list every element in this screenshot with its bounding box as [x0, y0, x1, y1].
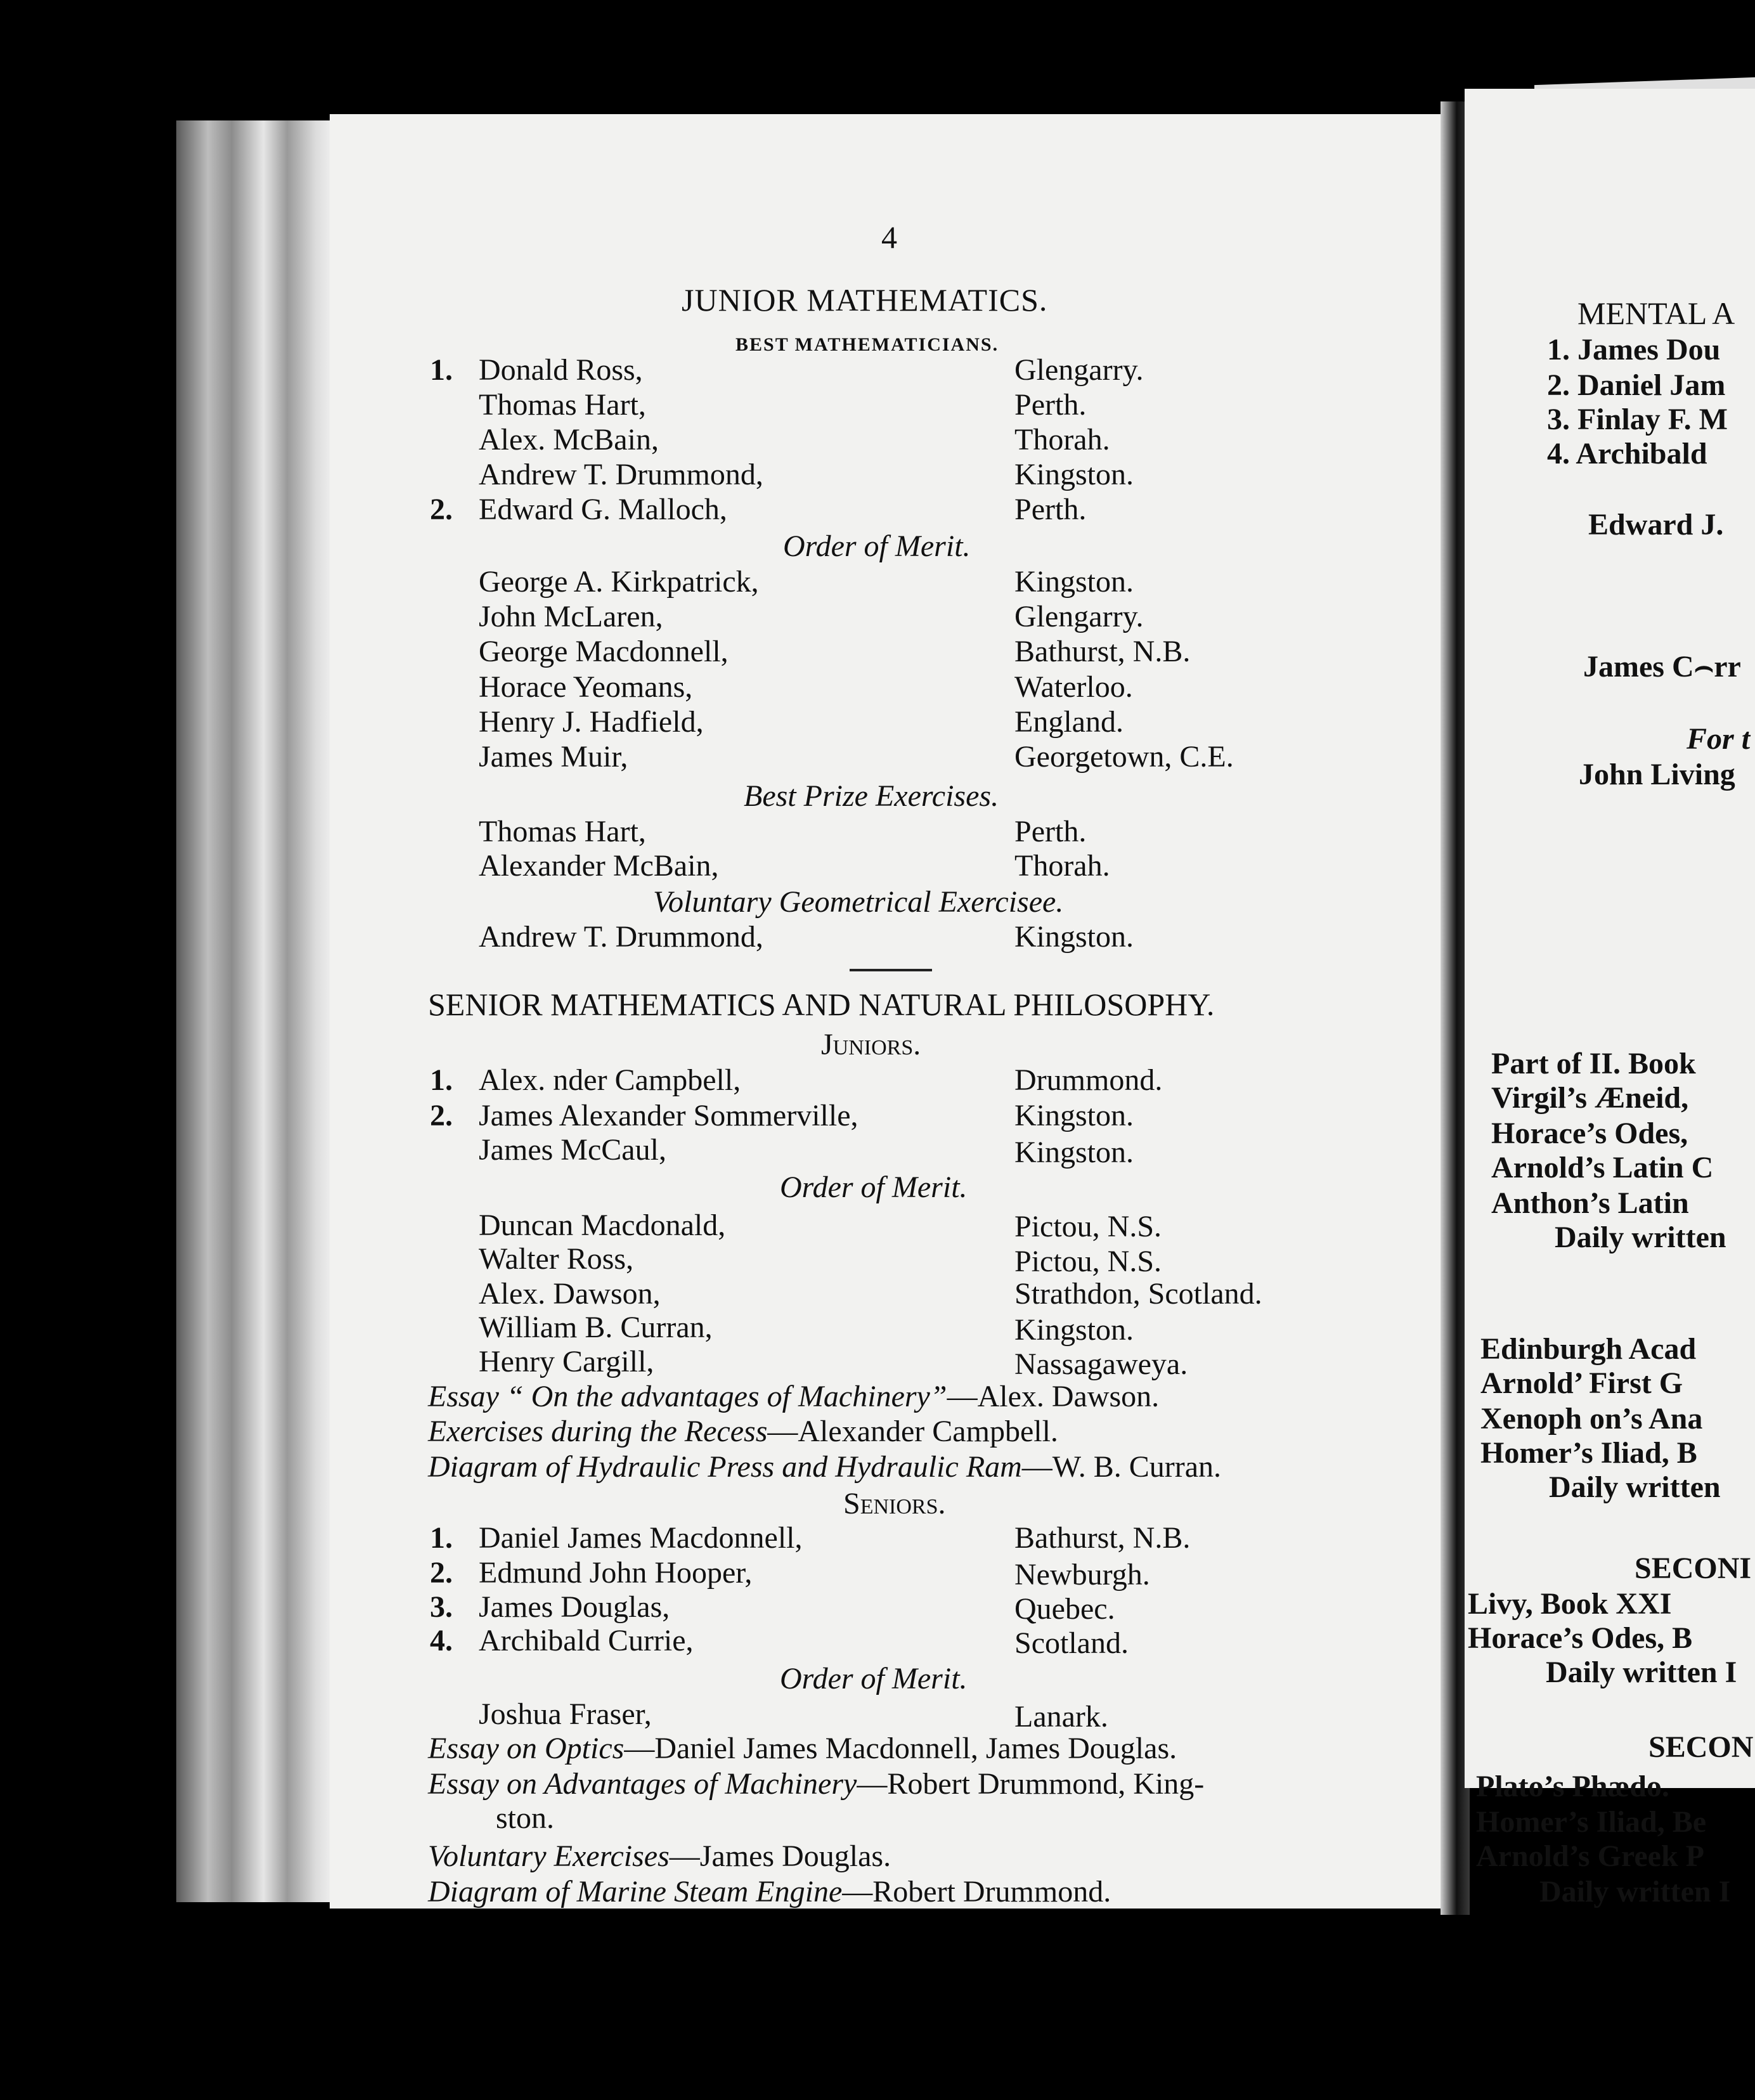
student-place: Bathurst, N.B. — [1014, 635, 1191, 668]
right-heading-mental: MENTAL A — [1577, 295, 1735, 331]
right-text-line: Arnold’s Latin C — [1491, 1151, 1714, 1184]
student-place: Pictou, N.S. — [1014, 1245, 1162, 1278]
student-name: Alex. Dawson, — [479, 1277, 661, 1311]
student-name: Joshua Fraser, — [479, 1697, 652, 1731]
right-text-line: Homer’s Iliad, B — [1480, 1436, 1697, 1470]
right-text-line: SECON — [1648, 1730, 1754, 1764]
student-place: Strathdon, Scotland. — [1014, 1277, 1262, 1311]
order-of-merit-heading: Order of Merit. — [780, 1170, 968, 1204]
right-text-line: Horace’s Odes, — [1491, 1117, 1688, 1150]
right-text-line: Part of II. Book — [1491, 1047, 1696, 1080]
essay-entry: Exercises during the Recess—Alexander Campbell. — [428, 1415, 1058, 1448]
student-name: Daniel James Macdonnell, — [479, 1521, 803, 1555]
right-text-line: Xenoph on’s Ana — [1480, 1402, 1703, 1436]
rank-number: 1. — [430, 1063, 453, 1097]
order-of-merit-heading: Order of Merit. — [783, 529, 971, 563]
student-place: Thorah. — [1014, 849, 1110, 883]
right-text-line: 3. Finlay F. M — [1547, 403, 1728, 436]
rank-number: 3. — [430, 1590, 453, 1624]
rank-number: 1. — [430, 1521, 453, 1555]
student-name: James Muir, — [479, 740, 628, 774]
student-place: Kingston. — [1014, 1313, 1134, 1347]
student-name: Edward G. Malloch, — [479, 493, 727, 526]
right-text-line: Arnold’s Greek P — [1476, 1839, 1704, 1873]
rank-number: 4. — [430, 1624, 453, 1657]
right-text-line: 1. James Dou — [1547, 333, 1721, 366]
essay-entry: Essay “ On the advantages of Machinery”—Alex. Dawson. — [428, 1380, 1160, 1413]
right-text-line: Anthon’s Latin — [1491, 1186, 1689, 1220]
student-place: Drummond. — [1014, 1063, 1163, 1097]
right-text-line: John Living — [1579, 758, 1735, 791]
junior-mathematics-title: JUNIOR MATHEMATICS. — [682, 282, 1048, 318]
rank-number: 2. — [430, 1556, 453, 1590]
student-name: Horace Yeomans, — [479, 670, 693, 704]
right-text-line: 4. Archibald — [1547, 437, 1707, 470]
student-name: George Macdonnell, — [479, 635, 729, 668]
student-name: Thomas Hart, — [479, 815, 646, 848]
right-text-line: Daily written — [1549, 1470, 1721, 1504]
student-place: Kingston. — [1014, 1136, 1134, 1169]
student-place: Nassagaweya. — [1014, 1347, 1188, 1381]
student-name: Walter Ross, — [479, 1242, 634, 1276]
student-name: Andrew T. Drummond, — [479, 920, 763, 954]
student-place: Perth. — [1014, 493, 1087, 526]
right-text-line: SECONI — [1635, 1552, 1752, 1585]
right-text-line: 2. Daniel Jam — [1547, 368, 1726, 402]
voluntary-geometrical-heading: Voluntary Geometrical Exercisee. — [653, 885, 1064, 919]
right-text-line: Virgil’s Æneid, — [1491, 1081, 1689, 1115]
student-name: William B. Curran, — [479, 1311, 713, 1344]
student-place: Bathurst, N.B. — [1014, 1521, 1191, 1555]
student-name: Alex. McBain, — [479, 423, 659, 457]
senior-mathematics-title: SENIOR MATHEMATICS AND NATURAL PHILOSOPHY. — [428, 987, 1215, 1022]
student-name: Andrew T. Drummond, — [479, 458, 763, 491]
student-place: Kingston. — [1014, 458, 1134, 491]
student-place: Kingston. — [1014, 920, 1134, 954]
student-place: Quebec. — [1014, 1592, 1115, 1626]
student-place: Lanark. — [1014, 1700, 1108, 1734]
section-divider — [850, 969, 932, 971]
student-name: Alex. nder Campbell, — [479, 1063, 741, 1097]
page-number: 4 — [881, 219, 897, 255]
essay-entry: Diagram of Hydraulic Press and Hydraulic Ram—W. B. Curran. — [428, 1450, 1221, 1484]
student-place: Pictou, N.S. — [1014, 1210, 1162, 1243]
student-place: Georgetown, C.E. — [1014, 740, 1234, 774]
student-place: Perth. — [1014, 815, 1087, 848]
right-text-line: Plato’s Phædo. — [1476, 1770, 1669, 1803]
order-of-merit-heading: Order of Merit. — [780, 1662, 968, 1695]
juniors-heading: Juniors. — [821, 1028, 921, 1061]
student-name: Henry Cargill, — [479, 1345, 654, 1378]
right-text-line: For t — [1687, 722, 1751, 756]
right-text-line: Homer’s Iliad, Be — [1476, 1805, 1707, 1839]
best-prize-exercises-heading: Best Prize Exercises. — [744, 779, 999, 813]
right-text-line: James C⌢rr — [1583, 650, 1741, 684]
right-text-line: Daily written — [1555, 1221, 1726, 1254]
best-mathematicians-heading: BEST MATHEMATICIANS. — [735, 334, 999, 355]
right-text-line: Edinburgh Acad — [1480, 1332, 1697, 1366]
rank-number: 1. — [430, 353, 453, 387]
essay-entry: Diagram of Marine Steam Engine—Robert Drummond. — [428, 1875, 1111, 1909]
student-name: James Douglas, — [479, 1590, 670, 1624]
right-text-line: Edward J. — [1588, 508, 1724, 541]
student-name: Donald Ross, — [479, 353, 643, 387]
student-name: Edmund John Hooper, — [479, 1556, 753, 1590]
book-page-edges — [176, 120, 335, 1902]
student-place: Perth. — [1014, 388, 1087, 422]
essay-entry: Essay on Advantages of Machinery—Robert Drummond, King- — [428, 1767, 1205, 1801]
essay-entry: Essay on Optics—Daniel James Macdonnell, James Douglas. — [428, 1732, 1177, 1765]
right-text-line: Daily written I — [1539, 1875, 1731, 1909]
student-place: England. — [1014, 705, 1124, 739]
student-place: Glengarry. — [1014, 353, 1144, 387]
right-text-line: Livy, Book XXI — [1468, 1587, 1672, 1621]
student-name: Henry J. Hadfield, — [479, 705, 704, 739]
rank-number: 2. — [430, 1099, 453, 1132]
student-place: Scotland. — [1014, 1626, 1129, 1660]
student-name: John McLaren, — [479, 600, 663, 633]
student-name: James Alexander Sommerville, — [479, 1099, 858, 1132]
student-name: George A. Kirkpatrick, — [479, 565, 759, 599]
essay-entry: Voluntary Exercises—James Douglas. — [428, 1839, 891, 1873]
student-place: Newburgh. — [1014, 1558, 1150, 1591]
student-name: Thomas Hart, — [479, 388, 646, 422]
rank-number: 2. — [430, 493, 453, 526]
student-place: Thorah. — [1014, 423, 1110, 457]
seniors-heading: Seniors. — [843, 1487, 946, 1520]
right-text-line: Horace’s Odes, B — [1468, 1621, 1693, 1655]
student-name: Duncan Macdonald, — [479, 1209, 726, 1242]
right-text-line: Daily written I — [1546, 1656, 1737, 1689]
student-place: Kingston. — [1014, 565, 1134, 599]
student-name: James McCaul, — [479, 1133, 666, 1167]
student-name: Alexander McBain, — [479, 849, 719, 883]
student-name: Archibald Currie, — [479, 1624, 694, 1657]
student-place: Kingston. — [1014, 1099, 1134, 1132]
right-text-line: Arnold’ First G — [1480, 1366, 1683, 1400]
essay-entry-continued: ston. — [496, 1801, 555, 1835]
student-place: Waterloo. — [1014, 670, 1133, 704]
student-place: Glengarry. — [1014, 600, 1144, 633]
